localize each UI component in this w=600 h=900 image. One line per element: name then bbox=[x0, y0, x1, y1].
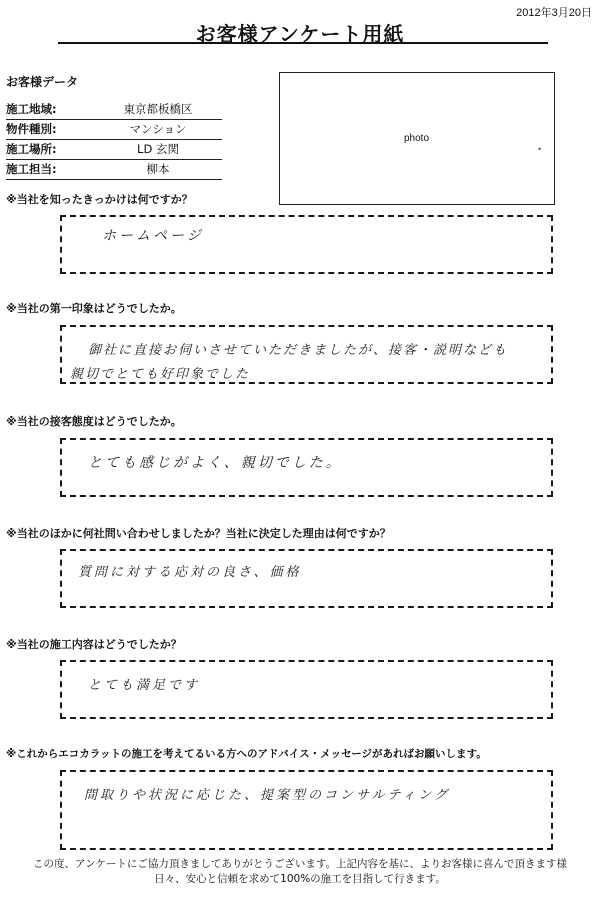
info-label: 施工地域: bbox=[6, 102, 57, 116]
question-label: ※これからエコカラットの施工を考えてるいる方へのアドバイス・メッセージがあればお願いします。 bbox=[6, 748, 487, 760]
answer-line: とても満足です bbox=[88, 678, 201, 693]
info-value: LD 玄関 bbox=[137, 142, 179, 156]
question-label: ※当社のほかに何社問い合わせしましたか？当社に決定した理由は何ですか？ bbox=[6, 527, 391, 540]
info-row-location bbox=[6, 140, 222, 160]
answer-line: 質問に対する応対の良さ、価格 bbox=[78, 565, 302, 580]
footer-line: 日々、安心と信頼を求めて100%の施工を目指して行きます。 bbox=[154, 873, 446, 885]
answer-box bbox=[60, 438, 553, 497]
answer-box bbox=[60, 549, 553, 608]
answer-line: ホームページ bbox=[102, 228, 204, 244]
page-title: お客様アンケート用紙 bbox=[195, 22, 405, 46]
answer-line: とても感じがよく、親切でした。 bbox=[88, 455, 343, 471]
photo-label: photo bbox=[404, 133, 430, 144]
info-value: 東京都板橋区 bbox=[123, 102, 193, 116]
customer-data-heading: お客様データ bbox=[6, 75, 79, 89]
info-label: 物件種別: bbox=[6, 122, 57, 136]
info-label: 施工担当: bbox=[6, 162, 57, 176]
customer-data-table bbox=[6, 100, 222, 180]
info-value: 柳本 bbox=[146, 162, 170, 176]
answer-box bbox=[60, 215, 553, 274]
question-label: ※当社の接客態度はどうでしたか。 bbox=[6, 415, 182, 428]
answer-line: 間取りや状況に応じた、提案型のコンサルティング bbox=[84, 788, 451, 803]
answer-line: 親切でとても好印象でした bbox=[70, 367, 251, 382]
answer-line: 御社に直接お伺いさせていただきましたが、接客・説明なども bbox=[88, 343, 509, 358]
title-underline bbox=[58, 42, 548, 44]
photo-box bbox=[279, 72, 555, 205]
answer-box bbox=[60, 770, 553, 850]
answer-box bbox=[60, 325, 553, 384]
question-label: ※当社を知ったきっかけは何ですか？ bbox=[6, 193, 193, 206]
info-value: マンション bbox=[129, 122, 187, 136]
photo-mark: • bbox=[537, 145, 542, 154]
survey-date: 2012年3月20日 bbox=[516, 7, 592, 19]
answer-box bbox=[60, 660, 553, 719]
question-label: ※当社の施工内容はどうでしたか？ bbox=[6, 638, 182, 651]
info-label: 施工場所: bbox=[6, 142, 57, 156]
question-label: ※当社の第一印象はどうでしたか。 bbox=[6, 302, 182, 315]
footer-message bbox=[0, 857, 600, 887]
footer-line: この度、アンケートにご協力頂きましてありがとうございます。上記内容を基に、よりお客様に喜んで頂きます様 bbox=[32, 858, 568, 870]
info-row-property-type bbox=[6, 120, 222, 140]
info-row-staff bbox=[6, 160, 222, 180]
info-row-area bbox=[6, 100, 222, 120]
